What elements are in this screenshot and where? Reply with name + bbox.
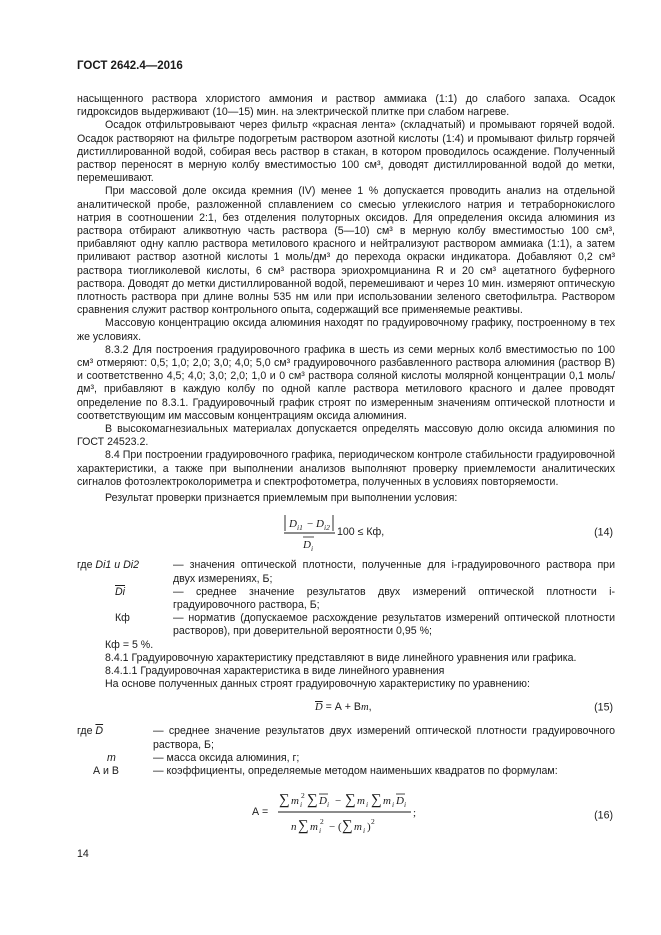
svg-text:m: m bbox=[310, 821, 318, 834]
definition-symbol: где Di1 и Di2 bbox=[77, 559, 139, 572]
equation-16 bbox=[77, 786, 615, 846]
paragraph: 8.4 При построении градуировочного графика, периодическом контроле стабильности градуировочной характеристики, а также при выполнении анализов выполняют проверку приемлемости аналитических сигналов фотоэлектроколориметра и спектрофотометра, полученных в условиях повторяемости. bbox=[77, 449, 615, 488]
svg-text:;: ; bbox=[413, 807, 417, 820]
svg-text:i: i bbox=[311, 544, 314, 554]
svg-text:D: D bbox=[289, 518, 297, 531]
definition-row bbox=[77, 559, 615, 585]
definition-text: — масса оксида алюминия, г; bbox=[153, 751, 300, 764]
svg-text:∑: ∑ bbox=[298, 818, 309, 835]
svg-text:D: D bbox=[319, 795, 327, 808]
svg-text:m: m bbox=[383, 795, 391, 808]
paragraph: Результат проверки признается приемлемым при выполнении условия: bbox=[105, 492, 458, 505]
svg-text:D: D bbox=[316, 518, 324, 531]
equation-number: (14) bbox=[594, 526, 613, 539]
equation-16-formula bbox=[277, 786, 477, 846]
svg-text:2: 2 bbox=[320, 817, 324, 827]
svg-text:D: D bbox=[303, 539, 311, 552]
definitions-15 bbox=[77, 725, 615, 778]
definition-text: — среднее значение результатов двух измерений оптической плотности i-градуировочного раствора, Б; bbox=[173, 585, 615, 611]
equation-number: (15) bbox=[594, 701, 613, 714]
svg-text:(: ( bbox=[338, 821, 342, 834]
paragraph: Осадок отфильтровывают через фильтр «красная лента» (складчатый) и промывают горячей водой. Осадок растворяют на фильтре подогретым раствором азотной кислоты (1:4) и промывают фильтр горячей дистиллированной водой, собирая весь раствор в стакан, в котором проводилось осаждение. Полученный раствор переносят в мерную колбу вместимостью 100 см³, доводят дистиллированной водой до метки, перемешивают. bbox=[77, 119, 615, 185]
definition-row bbox=[77, 586, 615, 612]
definitions-14 bbox=[77, 559, 615, 638]
svg-text:2: 2 bbox=[301, 791, 305, 801]
paragraph: При массовой доле оксида кремния (IV) менее 1 % допускается проводить анализ на отдельной аналитической пробе, разложенной сплавлением со смесью углекислого натрия и тетраборнокислого натрия в соотношении 2:1, без отделения полуторных оксидов. Для определения оксида алюминия из раствора отбирают аликвотную часть раствора (5—10) см³ в мерную колбу вместимостью 100 см³, прибавляют одну каплю раствора метилового красного и нейтрализуют раствором аммиака (1:1), а затем приливают раствор азотной кислоты 1 моль/дм³ до перехода окраски индикатора. Добавляют 0,2 см³ раствора тиогликолевой кислоты, 6 см³ раствора эриохромцианина R и 20 см³ ацетатного буферного раствора. Доводят до метки дистиллированной водой, перемешивают и через 10 мин. измеряют оптическую плотность раствора при длине волны 535 нм или при использовании зеленого светофильтра. Раствором сравнения служит раствор контрольного опыта, содержащий все применяемые реактивы. bbox=[77, 185, 615, 317]
equation-number: (16) bbox=[594, 809, 613, 822]
svg-text:m: m bbox=[291, 795, 299, 808]
definition-row bbox=[77, 612, 615, 638]
svg-text:i: i bbox=[300, 800, 303, 810]
definition-text: — значения оптической плотности, полученные для i-градуировочного раствора при двух измерениях, Б; bbox=[173, 559, 615, 585]
svg-text:∑: ∑ bbox=[345, 792, 356, 809]
paragraph: Массовую концентрацию оксида алюминия находят по градуировочному графику, построенному в тех же условиях. bbox=[77, 317, 615, 343]
document-header: ГОСТ 2642.4—2016 bbox=[77, 60, 183, 72]
document-body bbox=[77, 93, 615, 850]
svg-text:i: i bbox=[404, 800, 407, 810]
svg-text:i: i bbox=[366, 800, 369, 810]
svg-text:∑: ∑ bbox=[342, 818, 353, 835]
svg-text:i: i bbox=[392, 800, 395, 810]
kf-value: Кф = 5 %. bbox=[105, 638, 154, 651]
definition-row bbox=[77, 752, 615, 765]
svg-text:∑: ∑ bbox=[279, 792, 290, 809]
svg-text:i: i bbox=[363, 826, 366, 836]
definition-symbol: А и В bbox=[93, 764, 119, 777]
svg-text:D: D bbox=[396, 795, 404, 808]
svg-text:−: − bbox=[335, 795, 342, 808]
page-number: 14 bbox=[77, 848, 89, 860]
definition-text: — коэффициенты, определяемые методом наименьших квадратов по формулам: bbox=[153, 764, 558, 777]
paragraph: 8.4.1.1 Градуировочная характеристика в виде линейного уравнения bbox=[105, 664, 445, 677]
paragraph: 8.4.1 Градуировочную характеристику представляют в виде линейного уравнения или графика. bbox=[105, 651, 577, 664]
svg-text:−: − bbox=[307, 518, 314, 531]
definition-row bbox=[77, 765, 615, 778]
svg-text:i: i bbox=[319, 826, 322, 836]
equation-16-lhs: А = bbox=[252, 806, 269, 819]
svg-text:): ) bbox=[367, 821, 371, 834]
equation-15-formula: $\overline{D} = А$ + Вm, bbox=[315, 701, 372, 714]
definition-symbol: $\overline{Di}$ bbox=[115, 585, 126, 598]
equation-14-tail: 100 ≤ Кф, bbox=[337, 526, 385, 539]
svg-text:n: n bbox=[291, 821, 297, 834]
definition-row bbox=[77, 725, 615, 751]
paragraph: В высокомагнезиальных материалах допускается определять массовую долю оксида алюминия по ГОСТ 24523.2. bbox=[77, 423, 615, 449]
svg-text:m: m bbox=[357, 795, 365, 808]
definition-symbol: m bbox=[107, 751, 116, 764]
equation-14 bbox=[77, 511, 615, 555]
paragraph: 8.3.2 Для построения градуировочного графика в шесть из семи мерных колб вместимостью по 100 см³ отмеряют: 0,5; 1,0; 2,0; 3,0; 4,0; 5,0 см³ градуировочного разбавленного раствора алюминия (раствор В) и соответственно 4,5; 4,0; 3,0; 2,0; 1,0 и 0 см³ раствора соляной кислоты молярной концентрации 0,1 моль/дм³, прибавляют в каждую колбу по одной капле раствора метилового красного и далее проводят определение по 8.3.1. Градуировочный график строят по измеренным значениям оптической плотности и соответствующим им массовым концентрациям оксида алюминия. bbox=[77, 343, 615, 422]
definition-symbol: Кф bbox=[115, 612, 130, 625]
svg-text:m: m bbox=[354, 821, 362, 834]
equation-15 bbox=[77, 697, 615, 719]
definition-text: — норматив (допускаемое расхождение результатов измерений оптической плотности растворов), при доверительной вероятности 0,95 %; bbox=[173, 612, 615, 638]
paragraph: На основе полученных данных строят градуировочную характеристику по уравнению: bbox=[105, 678, 530, 691]
definition-symbol: где $\overline{D}$ bbox=[77, 725, 104, 738]
paragraph: насыщенного раствора хлористого аммония и раствор аммиака (1:1) до слабого запаха. Осадок гидроксидов выдерживают (10—15) мин. на электрической плитке при слабом нагреве. bbox=[77, 93, 615, 119]
svg-text:i2: i2 bbox=[324, 523, 330, 533]
svg-text:∑: ∑ bbox=[371, 792, 382, 809]
svg-text:2: 2 bbox=[371, 817, 375, 827]
svg-text:i1: i1 bbox=[297, 523, 303, 533]
svg-text:∑: ∑ bbox=[307, 792, 318, 809]
definition-text: — среднее значение результатов двух измерений оптической плотности градуировочного раствора, Б; bbox=[153, 725, 615, 751]
svg-text:i: i bbox=[327, 800, 330, 810]
svg-text:−: − bbox=[329, 821, 336, 834]
